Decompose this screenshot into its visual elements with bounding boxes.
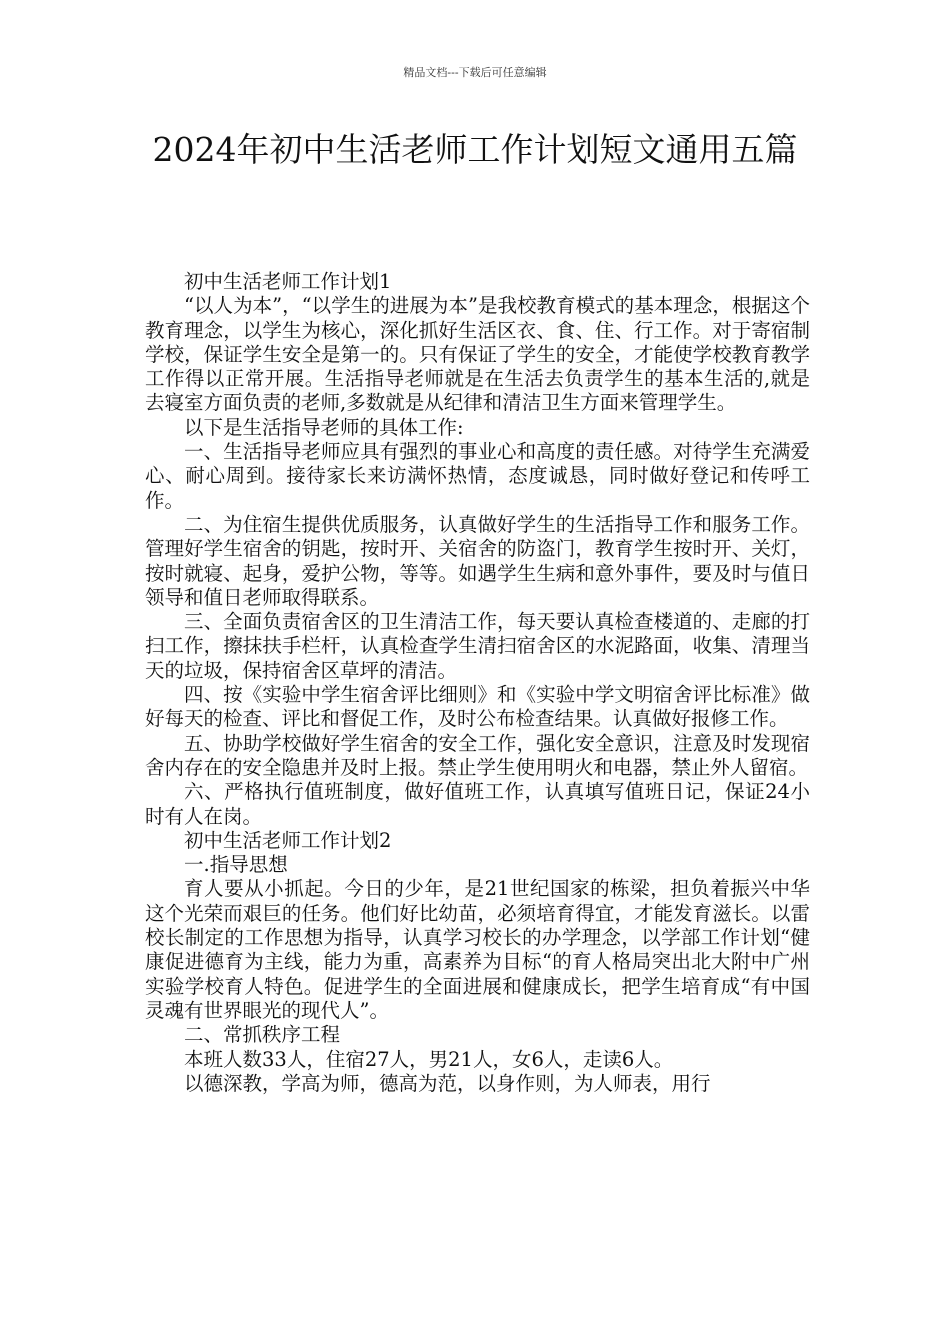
paragraph: 三、全面负责宿舍区的卫生清洁工作，每天要认真检查楼道的、走廊的打扫工作，擦抹扶手栏杆，认真检查学生清扫宿舍区的水泥路面，收集、清理当天的垃圾，保持宿舍区草坪的清洁。 [145, 610, 810, 682]
paragraph: 初中生活老师工作计划1 [184, 270, 392, 293]
paragraph: “以人为本”，“以学生的进展为本”是我校教育模式的基本理念，根据这个教育理念，以学生为核心，深化抓好生活区衣、食、住、行工作。对于寄宿制学校，保证学生安全是第一的。只有保证了学生的安全，才能使学校教育教学工作得以正常开展。生活指导老师就是在生活去负责学生的基本生活的,就是去寝室方面负责的老师,多数就是从纪律和清洁卫生方面来管理学生。 [145, 294, 810, 415]
paragraph: 本班人数33人，住宿27人，男21人，女6人，走读6人。 [184, 1047, 674, 1071]
document-body [145, 270, 810, 1096]
page-header: 精品文档---下载后可任意编辑 [403, 66, 547, 79]
paragraph: 六、严格执行值班制度，做好值班工作，认真填写值班日记，保证24小时有人在岗。 [145, 780, 810, 828]
paragraph: 以下是生活指导老师的具体工作: [184, 415, 464, 439]
document-title: 2024年初中生活老师工作计划短文通用五篇 [152, 130, 798, 169]
paragraph: 二、常抓秩序工程 [184, 1023, 341, 1047]
paragraph: 一.指导思想 [184, 853, 288, 877]
paragraph: 二、为住宿生提供优质服务，认真做好学生的生活指导工作和服务工作。管理好学生宿舍的钥匙，按时开、关宿舍的防盗门，教育学生按时开、关灯，按时就寝、起身，爱护公物，等等。如遇学生生病和意外事件，要及时与值日领导和值日老师取得联系。 [145, 512, 810, 609]
paragraph: 五、协助学校做好学生宿舍的安全工作，强化安全意识，注意及时发现宿舍内存在的安全隐患并及时上报。禁止学生使用明火和电器，禁止外人留宿。 [145, 731, 810, 779]
paragraph: 四、按《实验中学生宿舍评比细则》和《实验中学文明宿舍评比标准》做好每天的检查、评比和督促工作，及时公布检查结果。认真做好报修工作。 [145, 683, 810, 731]
paragraph: 初中生活老师工作计划2 [184, 828, 392, 852]
paragraph: 以德深教，学高为师，德高为范，以身作则，为人师表，用行 [184, 1071, 711, 1095]
paragraph: 育人要从小抓起。今日的少年，是21世纪国家的栋梁，担负着振兴中华这个光荣而艰巨的任务。他们好比幼苗，必须培育得宜，才能发育滋长。以雷校长制定的工作思想为指导，认真学习校长的办学理念，以学部工作计划“健康促进德育为主线，能力为重，高素养为目标“的育人格局突出北大附中广州实验学校育人特色。促进学生的全面进展和健康成长，把学生培育成“有中国灵魂有世界眼光的现代人”。 [145, 877, 810, 1022]
paragraph: 一、生活指导老师应具有强烈的事业心和高度的责任感。对待学生充满爱心、耐心周到。接待家长来访满怀热情，态度诚恳，同时做好登记和传呼工作。 [145, 440, 810, 512]
